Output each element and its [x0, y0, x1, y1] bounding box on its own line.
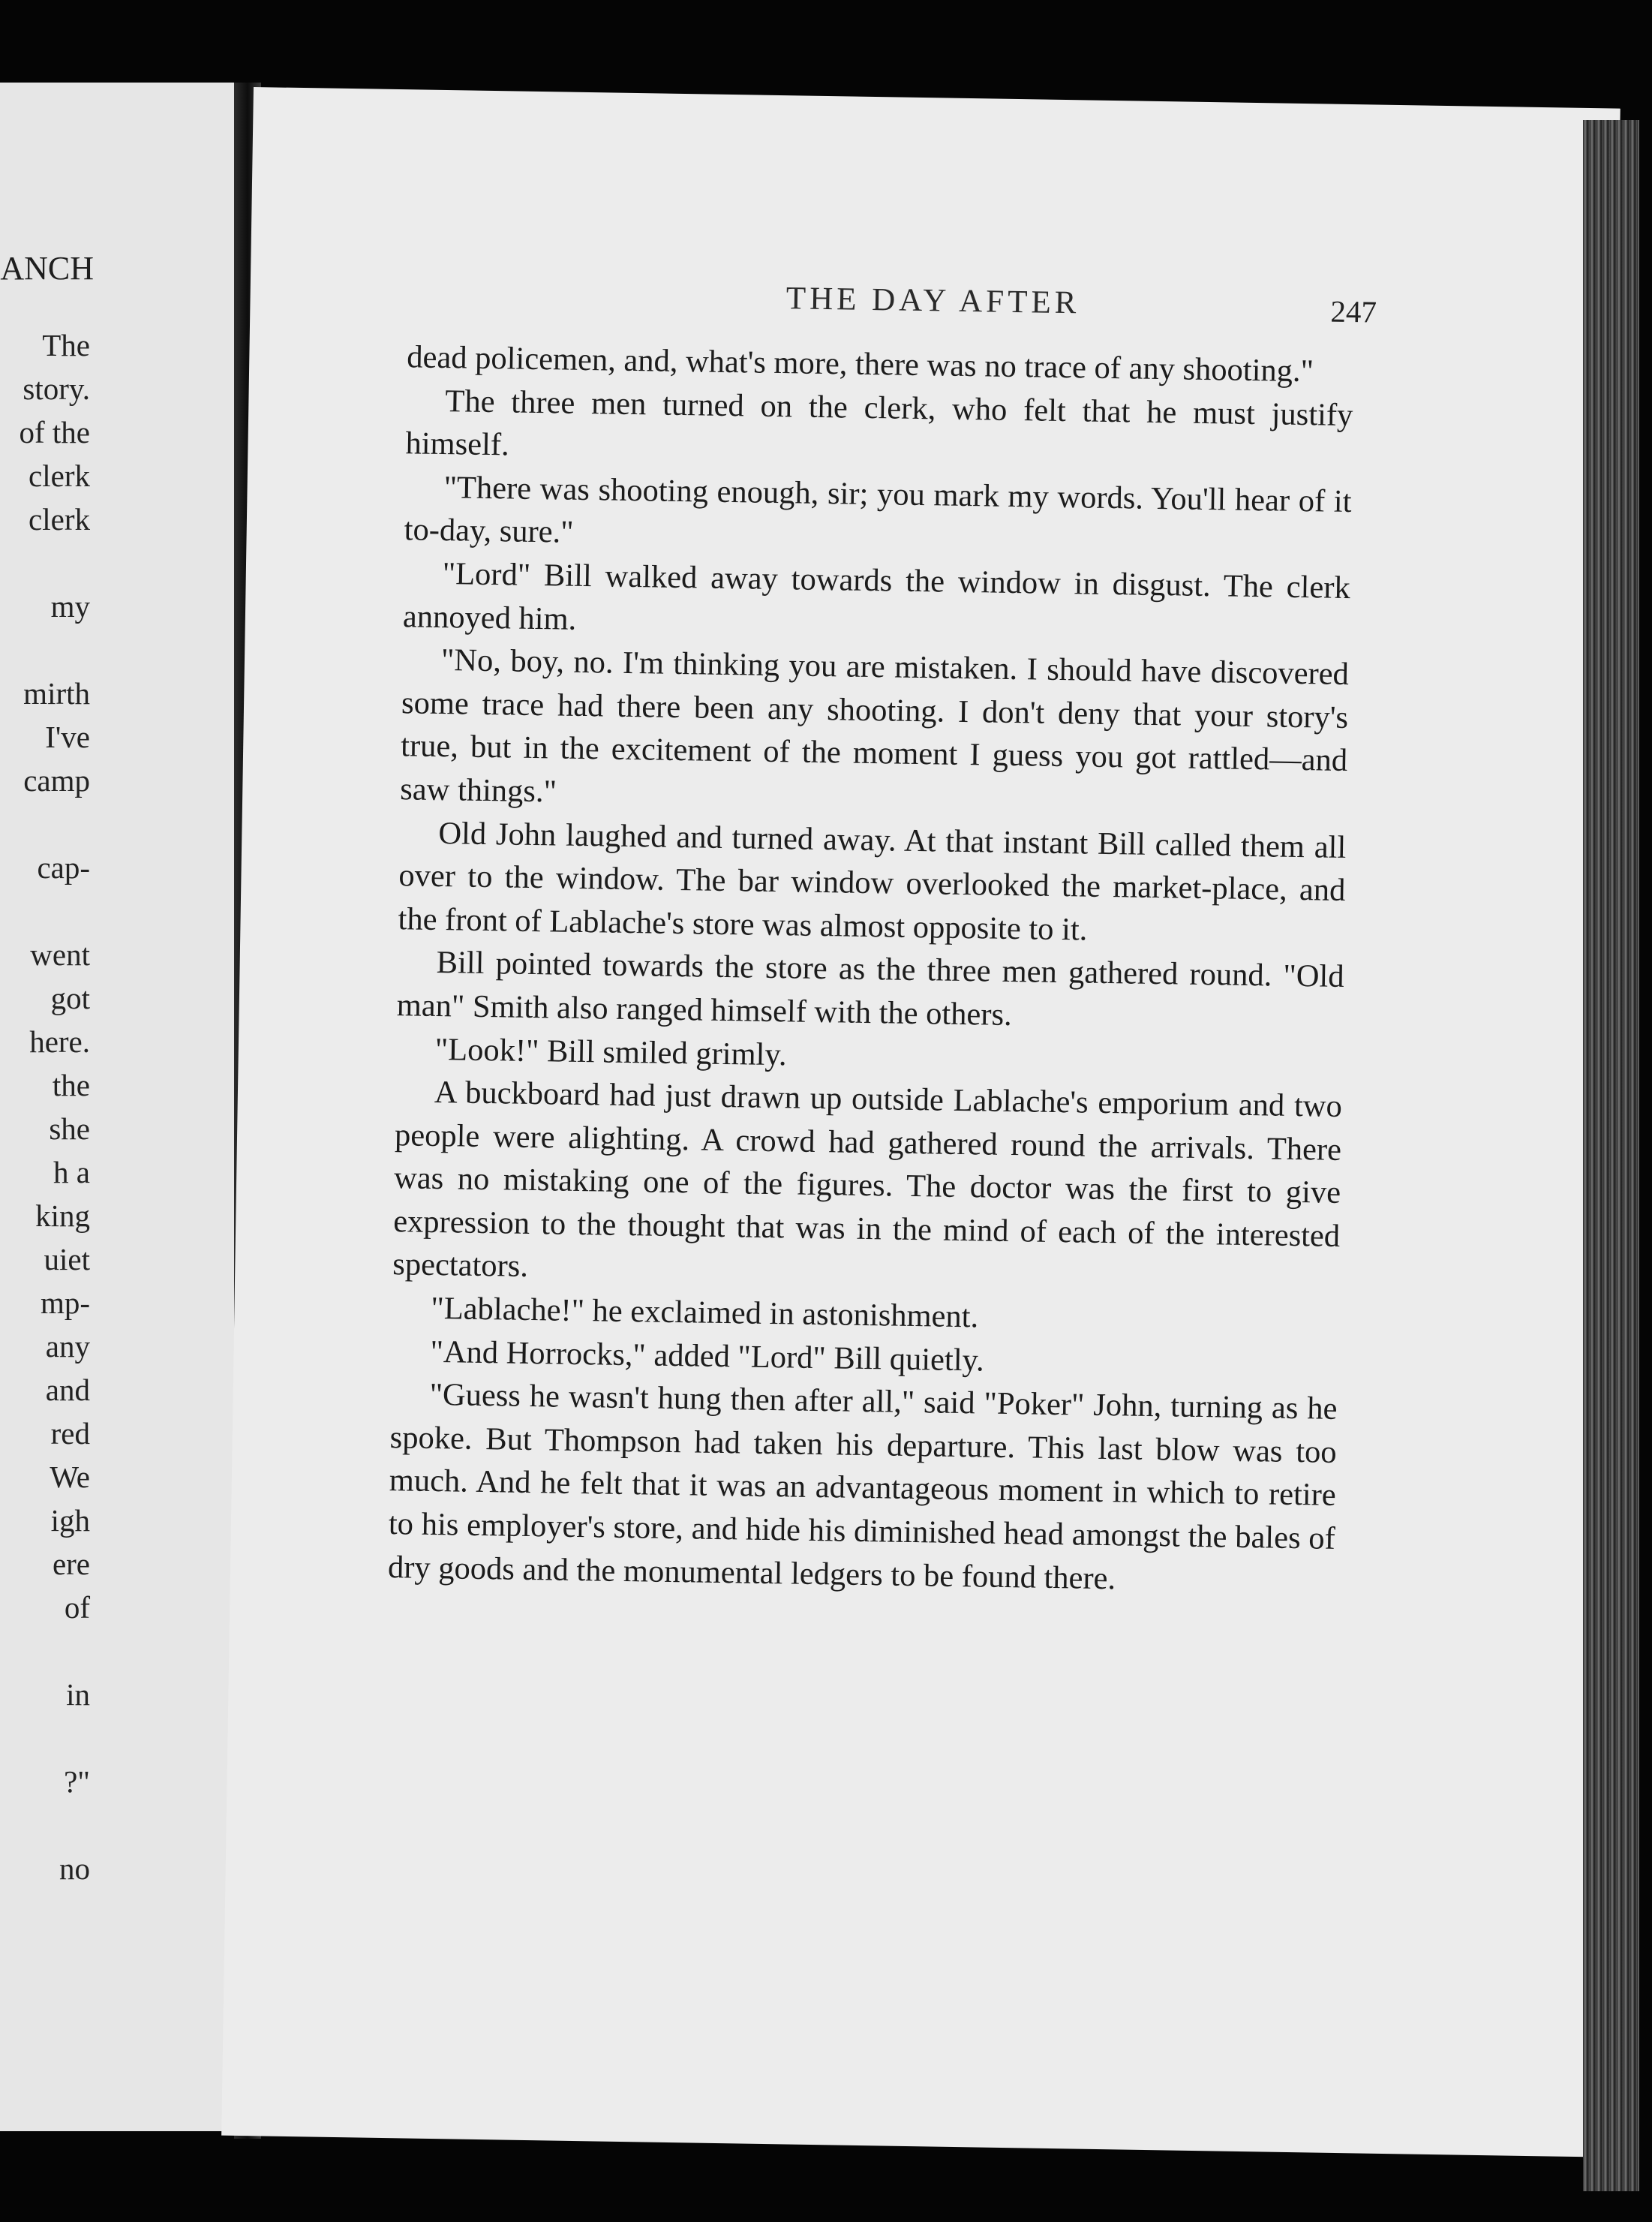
page-number: 247: [1330, 293, 1377, 329]
paragraph: A buckboard had just drawn up outside Lablache's emporium and two people were alighting. A crowd had gathered round the arrivals. There was no mistaking one of the figures. The doctor was the first to give expression to the thought that was in the mind of each of the interested spectators.: [392, 1075, 1343, 1285]
paragraph: The three men turned on the clerk, who felt that he must justify himself.: [405, 383, 1353, 463]
left-page-line-fragment: uiet: [44, 1242, 90, 1276]
paragraph: "Lablache!" he exclaimed in astonishment.: [431, 1290, 979, 1335]
left-page-line-fragment: The: [42, 328, 90, 362]
paragraph: dead policemen, and, what's more, there was no trace of any shooting.": [407, 339, 1314, 389]
left-page-line-fragment: clerk: [29, 459, 90, 493]
left-page-line-fragment: my: [50, 589, 90, 624]
paragraph: "Lord" Bill walked away towards the window in disgust. The clerk annoyed him.: [402, 556, 1351, 637]
left-page-line-fragment: h a: [53, 1155, 90, 1189]
running-head: THE DAY AFTER: [785, 281, 1080, 321]
left-page-line-fragment: clerk: [29, 502, 90, 537]
paragraph: "And Horrocks," added "Lord" Bill quietly.: [430, 1334, 985, 1379]
left-page-line-fragment: ?": [64, 1764, 90, 1799]
left-page-line-fragment: king: [35, 1198, 90, 1233]
left-page-line-fragment: cap-: [37, 850, 90, 885]
left-page-line-fragment: here.: [29, 1024, 90, 1059]
paragraph: "There was shooting enough, sir; you mark my words. You'll hear of it to-day, sure.": [404, 469, 1352, 551]
left-page-line-fragment: mp-: [40, 1285, 90, 1320]
body-text: [388, 335, 1354, 1604]
left-page-line-fragment: camp: [23, 763, 90, 798]
left-page-line-fragment: any: [45, 1329, 90, 1364]
left-page-line-fragment: story.: [23, 371, 90, 406]
left-page-line-fragment: got: [50, 981, 90, 1015]
left-page-line-fragment: and: [45, 1373, 90, 1407]
paragraph: Bill pointed towards the store as the three men gathered round. "Old man" Smith also ranged himself with the others.: [396, 945, 1344, 1033]
paragraph: "Guess he wasn't hung then after all," said "Poker" John, turning as he spoke. But Thompson had taken his departure. This last blow was too much. And he felt that it was an advantageous moment in which to retire to his employer's store, and hide his diminished head amongst the bales of dry goods and the monumental ledgers to be found there.: [387, 1377, 1338, 1596]
left-page-line-fragment: no: [59, 1851, 90, 1886]
left-page-running-head-fragment: ANCH: [0, 250, 94, 287]
left-page-line-fragment: went: [30, 937, 90, 972]
left-page-line-fragment: ere: [52, 1547, 90, 1581]
left-page-line-fragment: in: [66, 1677, 90, 1712]
page-edges: [1583, 120, 1639, 2191]
left-page-line-fragment: red: [50, 1416, 90, 1451]
left-page-line-fragment: We: [50, 1460, 90, 1494]
paragraph: Old John laughed and turned away. At that instant Bill called them all over to the window. The bar window overlooked the market-place, and the front of Lablache's store was almost opposite to it.: [398, 815, 1347, 948]
left-page-line-fragment: mirth: [23, 676, 90, 711]
left-page-line-fragment: igh: [50, 1503, 90, 1538]
left-page-line-fragment: the: [52, 1068, 90, 1102]
right-page: [221, 87, 1620, 2157]
left-page: [0, 83, 244, 2131]
paragraph: "No, boy, no. I'm thinking you are mistaken. I should have discovered some trace had there been any shooting. I don't deny that your story's true, but in the excitement of the moment I guess you got rattled—and saw things.": [399, 642, 1350, 810]
left-page-line-fragment: she: [49, 1111, 90, 1146]
paragraph: "Look!" Bill smiled grimly.: [434, 1031, 787, 1072]
left-page-line-fragment: I've: [45, 720, 90, 754]
left-page-line-fragment: of: [64, 1590, 90, 1625]
left-page-line-fragment: of the: [19, 415, 90, 450]
